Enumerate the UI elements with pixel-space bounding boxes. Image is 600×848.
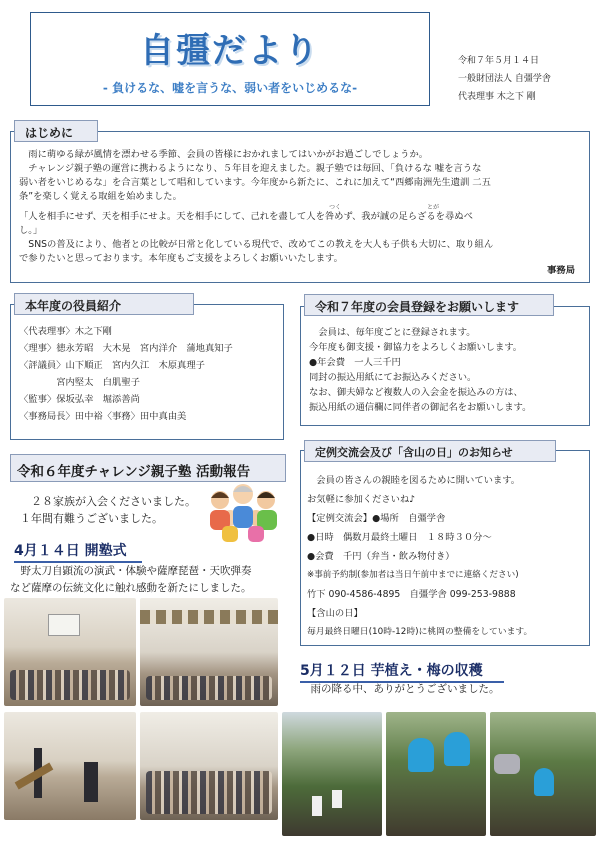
may-text: 雨の降る中、ありがとうございました。 [300,683,500,695]
meeting-line: 【定例交流会】●場所 自彊学舎 [307,513,446,524]
newsletter-motto: - 負けるな、嘘を言うな、弱い者をいじめるな- [102,81,358,95]
meeting-line: お気軽に参加くださいね♪ [307,494,416,505]
membership-label: 令和７年度の会員登録をお願いします [304,294,554,316]
membership-line: ●年会費 一人三千円 [309,357,401,368]
meeting-line: ※事前予約制(参加者は当日午前中までに連絡ください) [307,570,519,580]
meeting-line: 会員の皆さんの親睦を図るために開いています。 [307,475,521,486]
intro-signature: 事務局 [547,265,575,276]
membership-line: 同封の振込用紙にてお振込みください。 [309,372,477,383]
intro-line: SNSの普及により、他者との比較が日常と化している現代で、改めてこの教えを大人も子供も大切に、取り組ん [19,239,494,250]
photo-opening-ceremony-audience [4,598,136,706]
photo-opening-ceremony-demo [140,598,278,706]
ruby-text: つく [329,204,342,211]
report-title: 令和６年度チャレンジ親子塾 活動報告 [17,464,251,480]
officer-line: 〈監事〉保坂弘幸 堀添善尚 [19,394,140,405]
officer-line: 〈評議員〉山下順正 宮内久江 木原真理子 [19,360,205,371]
membership-line: なお、御夫婦など複数人の入会金を振込みの方は、 [309,387,523,398]
membership-line: 今年度も御支援・御協力をよろしくお願いします。 [309,342,523,353]
officer-line: 〈代表理事〉木之下剛 [19,326,112,337]
meeting-label: 定例交流会及び「含山の日」のお知らせ [304,440,556,462]
report-line: １年間有難うございました。 [20,512,163,525]
intro-box [10,131,590,283]
officers-label: 本年度の役員紹介 [14,293,194,315]
newsletter-title: 自彊だより [140,31,320,71]
photo-plum-harvest [490,712,596,836]
intro-line: し。」 [19,225,43,236]
intro-line: 弱い者をいじめるな」を合言葉として唱和しています。今年度から新たに、これに加えて“西郷南洲先生遺訓 二五 [19,177,491,188]
meeting-box [300,450,590,646]
meeting-line: ●会費 千円（弁当・飲み物付き） [307,551,455,562]
officers-box [10,304,284,440]
april-text: 野太刀自顕流の演武・体験や薩摩琵琶・天吹弾奏 [10,565,252,577]
meeting-line: 【含山の日】 [307,608,363,619]
family-illustration [200,480,286,544]
title-box [30,12,430,106]
representative: 代表理事 木之下 剛 [458,92,536,102]
photo-group-picture [140,712,278,820]
intro-label: はじめに [14,120,98,142]
organization-name: 一般財団法人 自彊学舎 [458,74,551,84]
issue-date: 令和７年５月１４日 [458,56,540,66]
intro-line: 条”を楽しく覚える取組を始めました。 [19,191,182,202]
meeting-line: ●日時 偶数月最終土曜日 １８時３０分～ [307,532,492,543]
april-text: など薩摩の伝統文化に触れ感動を新たにしました。 [10,582,252,594]
meeting-line: 毎月最終日曜日(10時-12時)に桃岡の整備をしています。 [307,627,533,637]
april-heading: 4月１４日 開塾式 [14,540,142,563]
report-title-bar [10,454,286,482]
intro-line: 「人を相手にせず、天を相手にせよ。天を相手にして、己れを盡して人を咎めず、我が誠の足らざるを尋ぬべ [19,211,473,222]
may-heading: 5月１２日 芋植え・梅の収穫 [300,660,504,683]
membership-box [300,306,590,426]
ruby-text: とが [427,204,440,211]
officer-line: 〈理事〉徳永芳昭 大木晃 宮内洋介 蒲地真知子 [19,343,233,354]
intro-line: で参りたいと思っております。本年度もご支援をよろしくお願いいたします。 [19,253,343,264]
intro-text [19,148,583,266]
photo-planting-raincoats [386,712,486,836]
officer-line: 〈事務局長〉田中裕〈事務〉田中真由美 [19,411,187,422]
membership-line: 会員は、毎年度ごとに登録されます。 [309,327,476,338]
meeting-line: 竹下 090-4586-4895 自彊学舎 099-253-9888 [307,589,516,600]
intro-line: 雨に萌ゆる緑が風情を漂わせる季節、会員の皆様におかれましてはいかがお過ごしでしょうか。 [19,149,429,160]
officer-line: 宮内堅太 白肌聖子 [19,377,140,388]
intro-line: チャレンジ親子塾の運営に携わるようになり、５年目を迎えました。親子塾では毎回、「負けるな 嘘を言うな [19,163,482,174]
membership-line: 振込用紙の通信欄に同伴者の御記名をお願いします。 [309,402,532,413]
photo-planting-field [282,712,382,836]
report-line: ２８家族が入会くださいました。 [20,495,196,508]
photo-martial-arts-practice [4,712,136,820]
